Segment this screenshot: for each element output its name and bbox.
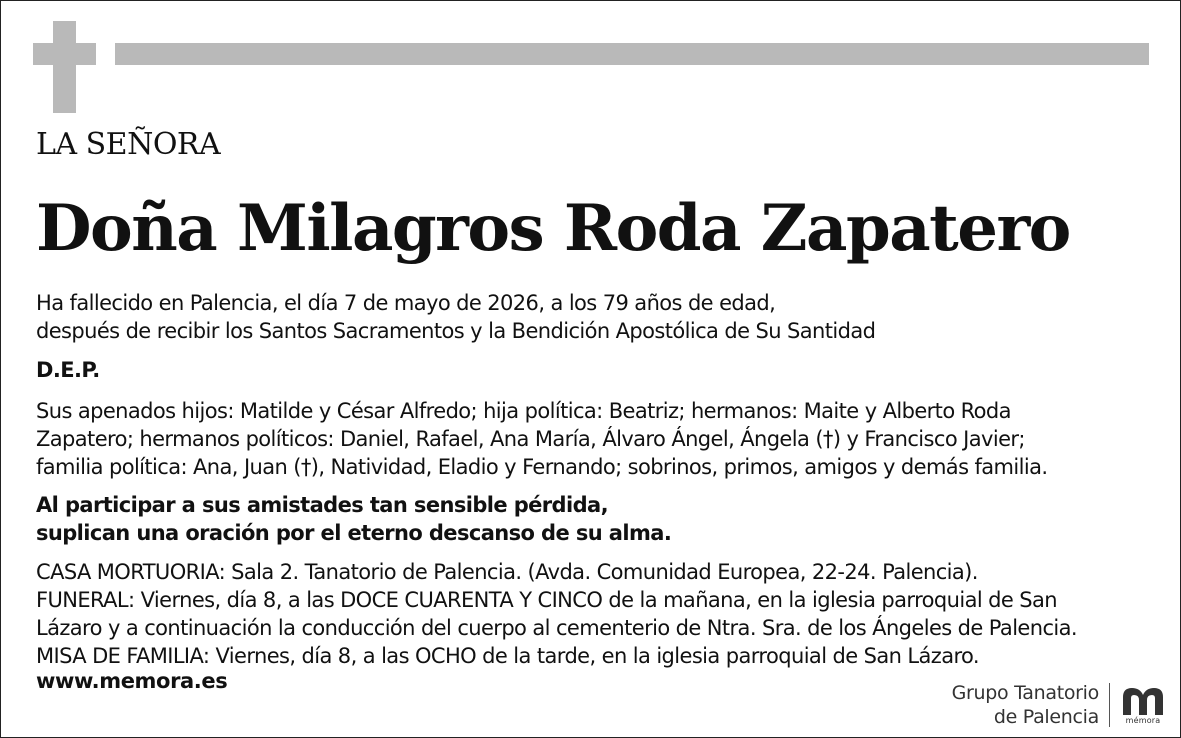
logo-divider (1109, 683, 1110, 727)
logo-line-2: de Palencia (993, 706, 1099, 728)
service-details (36, 558, 1156, 670)
footer-logo (952, 681, 1166, 729)
family-line: familia política: Ana, Juan (†), Natividad, Eladio y Fernando; sobrinos, primos, amigos y demás familia. (36, 455, 1048, 479)
deceased-name: Doña Milagros Roda Zapatero (36, 191, 1070, 266)
details-line: CASA MORTUORIA: Sala 2. Tanatorio de Palencia. (Avda. Comunidad Europea, 22-24. Palencia). (36, 560, 978, 584)
dep-label: D.E.P. (36, 358, 100, 382)
header-rule (115, 43, 1149, 65)
prayer-line: suplican una oración por el eterno descanso de su alma. (36, 521, 672, 545)
details-line: FUNERAL: Viernes, día 8, a las DOCE CUARENTA Y CINCO de la mañana, en la iglesia parroquial de San (36, 588, 1057, 612)
website-link[interactable]: www.memora.es (36, 669, 228, 693)
memora-m-icon (1120, 685, 1166, 715)
logo-line-1: Grupo Tanatorio (951, 682, 1099, 704)
family-line: Zapatero; hermanos políticos: Daniel, Rafael, Ana María, Álvaro Ángel, Ángela (†) y Francisco Javier; (36, 427, 1025, 451)
logo-brand: mémora (1125, 716, 1161, 725)
memora-logo (1120, 685, 1166, 725)
logo-text (952, 681, 1099, 729)
family-line: Sus apenados hijos: Matilde y César Alfredo; hija política: Beatriz; hermanos: Maite y Alberto Roda (36, 399, 1011, 423)
announcement-text (36, 289, 1156, 345)
title-prefix: LA SEÑORA (36, 127, 221, 162)
announcement-line: después de recibir los Santos Sacramentos y la Bendición Apostólica de Su Santidad (36, 319, 876, 343)
prayer-line: Al participar a sus amistades tan sensible pérdida, (36, 493, 608, 517)
cross-horizontal-bar (33, 43, 96, 65)
details-line: Lázaro y a continuación la conducción del cuerpo al cementerio de Ntra. Sra. de los Ángeles de Palencia. (36, 616, 1077, 640)
announcement-line: Ha fallecido en Palencia, el día 7 de mayo de 2026, a los 79 años de edad, (36, 291, 776, 315)
prayer-text (36, 491, 1156, 547)
cross-vertical-bar (53, 21, 76, 113)
details-line: MISA DE FAMILIA: Viernes, día 8, a las OCHO de la tarde, en la iglesia parroquial de San Lázaro. (36, 644, 979, 668)
family-text (36, 397, 1156, 481)
